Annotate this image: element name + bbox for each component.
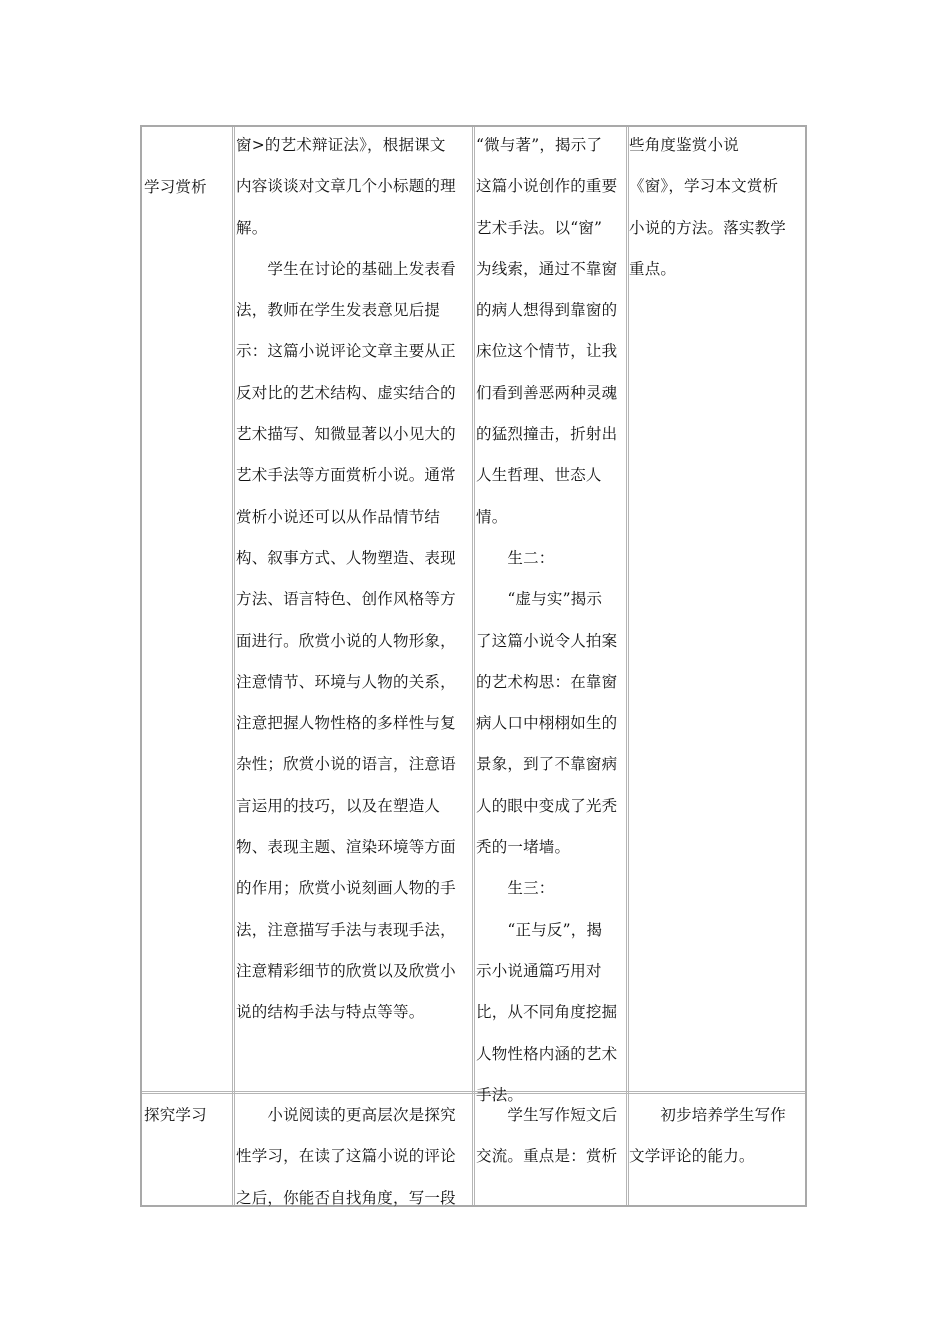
- text-line: 构、叙事方式、人物塑造、表现: [236, 548, 456, 567]
- student-activity-cell: [476, 1095, 626, 1178]
- row-label-inquiry-learning: 探究学习: [144, 1106, 207, 1124]
- text-line: 窗>的艺术辩证法》，根据课文: [236, 136, 446, 154]
- text-line: 这篇小说创作的重要: [476, 177, 618, 196]
- design-intent-cell: [629, 1095, 805, 1178]
- text-line: 文学评论的能力。: [629, 1147, 755, 1166]
- lesson-plan-table: [140, 125, 807, 1207]
- text-line: 们看到善恶两种灵魂: [476, 383, 618, 402]
- text-line: 学生在讨论的基础上发表看: [236, 259, 456, 278]
- text-line: 生三：: [476, 879, 555, 898]
- text-line: 初步培养学生写作: [629, 1106, 787, 1124]
- text-line: 小说阅读的更高层次是探究: [236, 1106, 456, 1124]
- text-line: 性学习，在读了这篇小说的评论: [236, 1147, 456, 1166]
- text-line: 注意情节、环境与人物的关系，: [236, 672, 456, 691]
- text-line: 之后，你能否自找角度，写一段: [236, 1188, 456, 1207]
- text-line: 注意把握人物性格的多样性与复: [236, 714, 456, 733]
- text-line: 人物性格内涵的艺术: [476, 1044, 618, 1063]
- text-line: 示小说通篇巧用对: [476, 961, 602, 980]
- text-line: 面进行。欣赏小说的人物形象，: [236, 631, 456, 650]
- text-line: 示：这篇小说评论文章主要从正: [236, 342, 456, 361]
- text-line: 说的结构手法与特点等等。: [236, 1003, 425, 1022]
- text-line: 的作用；欣赏小说刻画人物的手: [236, 879, 456, 898]
- text-line: 赏析小说还可以从作品情节结: [236, 507, 441, 526]
- design-intent-cell: [629, 125, 805, 290]
- text-line: 人的眼中变成了光秃: [476, 796, 618, 815]
- text-line: “微与著”，揭示了: [476, 136, 603, 154]
- text-line: 艺术手法。以“窗”: [476, 218, 603, 237]
- text-line: 病人口中栩栩如生的: [476, 714, 618, 733]
- text-line: 重点。: [629, 259, 677, 278]
- text-line: 生二：: [476, 548, 555, 567]
- text-line: 的艺术构思：在靠窗: [476, 672, 618, 691]
- text-line: 些角度鉴赏小说: [629, 136, 739, 154]
- text-line: 杂性；欣赏小说的语言，注意语: [236, 755, 456, 774]
- student-activity-cell: [476, 125, 626, 1116]
- text-line: 法，教师在学生发表意见后提: [236, 301, 441, 320]
- text-line: 床位这个情节，让我: [476, 342, 618, 361]
- text-line: 小说的方法。落实教学: [629, 218, 787, 237]
- text-line: 交流。重点是：赏析: [476, 1147, 618, 1166]
- text-line: 注意精彩细节的欣赏以及欣赏小: [236, 961, 456, 980]
- text-line: 《窗》，学习本文赏析: [629, 177, 779, 196]
- text-line: 解。: [236, 218, 268, 237]
- row-label-study-appreciation: 学习赏析: [144, 178, 207, 196]
- text-line: 艺术手法等方面赏析小说。通常: [236, 466, 456, 485]
- text-line: 比，从不同角度挖掘: [476, 1003, 618, 1022]
- text-line: 为线索，通过不靠窗: [476, 259, 618, 278]
- text-line: 景象，到了不靠窗病: [476, 755, 618, 774]
- text-line: 艺术描写、知微显著以小见大的: [236, 425, 456, 444]
- text-line: 情。: [476, 507, 508, 526]
- text-line: 物、表现主题、渲染环境等方面: [236, 838, 456, 857]
- text-line: 法，注意描写手法与表现手法，: [236, 920, 456, 939]
- row-divider: [142, 1091, 805, 1094]
- text-line: “虚与实”揭示: [476, 590, 603, 609]
- text-line: 内容谈谈对文章几个小标题的理: [236, 177, 456, 196]
- teacher-activity-cell: [236, 1095, 472, 1219]
- text-line: 学生写作短文后: [476, 1106, 618, 1124]
- text-line: 人生哲理、世态人: [476, 466, 602, 485]
- text-line: 反对比的艺术结构、虚实结合的: [236, 383, 456, 402]
- text-line: 手法。: [476, 1085, 524, 1104]
- text-line: 的猛烈撞击，折射出: [476, 425, 618, 444]
- text-line: 了这篇小说令人拍案: [476, 631, 618, 650]
- text-line: “正与反”，揭: [476, 920, 603, 939]
- text-line: 方法、语言特色、创作风格等方: [236, 590, 456, 609]
- text-line: 的病人想得到靠窗的: [476, 301, 618, 320]
- teacher-activity-cell: [236, 125, 472, 1034]
- column-divider: [472, 127, 475, 1205]
- text-line: 秃的一堵墙。: [476, 838, 571, 857]
- text-line: 言运用的技巧，以及在塑造人: [236, 796, 441, 815]
- column-divider: [232, 127, 235, 1205]
